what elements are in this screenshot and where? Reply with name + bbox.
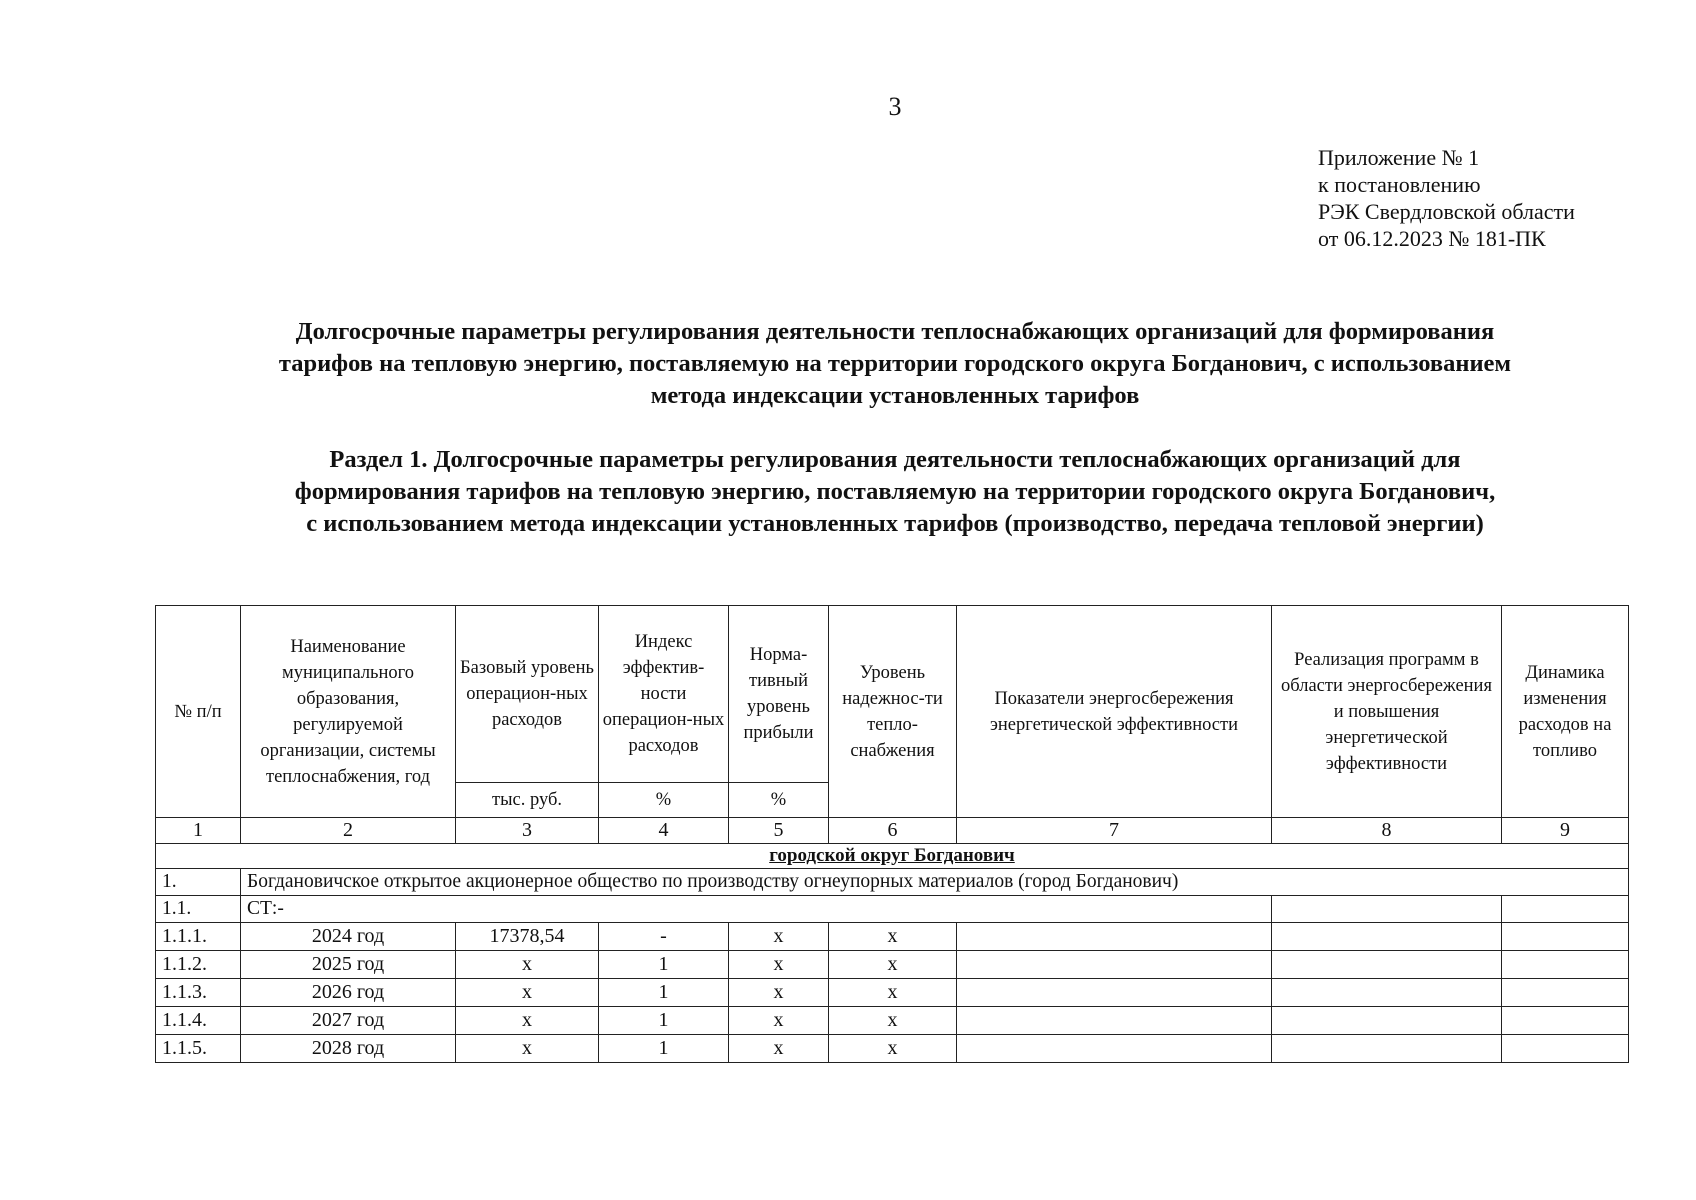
row-reliability: х — [829, 1035, 957, 1063]
column-number: 6 — [829, 818, 957, 844]
row-num: 1.1.5. — [156, 1035, 241, 1063]
row-year: 2026 год — [241, 979, 456, 1007]
system-name: СТ:- — [241, 896, 1272, 923]
title-line: метода индексации установленных тарифов — [650, 382, 1140, 409]
header-energy-indicators — [957, 606, 1272, 818]
row-base: х — [456, 951, 599, 979]
row-base: х — [456, 979, 599, 1007]
row-profit: х — [729, 923, 829, 951]
row-energy — [957, 1035, 1272, 1063]
row-fuel — [1502, 979, 1629, 1007]
header-base-text: Базовый уровень операцион-ных расходов — [460, 658, 594, 730]
section-title-line: с использованием метода индексации установленных тарифов (производство, передача тепловой энергии) — [306, 510, 1484, 537]
row-index: 1 — [599, 979, 729, 1007]
header-profit — [729, 606, 829, 783]
row-index: 1 — [599, 951, 729, 979]
parameters-table — [155, 605, 1629, 1063]
row-year: 2028 год — [241, 1035, 456, 1063]
row-programs — [1272, 1007, 1502, 1035]
row-fuel — [1502, 1035, 1629, 1063]
organization-num: 1. — [156, 869, 241, 896]
table-row — [156, 1035, 1629, 1063]
row-programs — [1272, 923, 1502, 951]
row-energy — [957, 951, 1272, 979]
system-num: 1.1. — [156, 896, 241, 923]
unit-index: % — [599, 783, 729, 818]
row-energy — [957, 979, 1272, 1007]
row-index: - — [599, 923, 729, 951]
row-programs — [1272, 979, 1502, 1007]
column-number: 1 — [156, 818, 241, 844]
row-index: 1 — [599, 1007, 729, 1035]
column-number: 2 — [241, 818, 456, 844]
table-row — [156, 979, 1629, 1007]
table-row — [156, 951, 1629, 979]
row-reliability: х — [829, 923, 957, 951]
row-profit: х — [729, 951, 829, 979]
title-line: Долгосрочные параметры регулирования деятельности теплоснабжающих организаций для формирования — [295, 318, 1495, 345]
unit-profit: % — [729, 783, 829, 818]
header-fuel-text: Динамика изменения расходов на топливо — [1518, 662, 1612, 761]
row-profit: х — [729, 979, 829, 1007]
column-number: 5 — [729, 818, 829, 844]
header-num — [156, 606, 241, 818]
row-programs — [1272, 951, 1502, 979]
appendix-reference — [1318, 144, 1575, 252]
column-number: 9 — [1502, 818, 1629, 844]
row-base: х — [456, 1007, 599, 1035]
row-fuel — [1502, 923, 1629, 951]
row-reliability: х — [829, 979, 957, 1007]
system-row — [156, 896, 1629, 923]
row-reliability: х — [829, 1007, 957, 1035]
row-index: 1 — [599, 1035, 729, 1063]
row-programs — [1272, 1035, 1502, 1063]
row-fuel — [1502, 1007, 1629, 1035]
document-title — [150, 316, 1640, 412]
section-title — [150, 444, 1640, 540]
header-energy-indicators-text: Показатели энергосбережения энергетической эффективности — [989, 688, 1239, 735]
region-row — [156, 844, 1629, 869]
page-number: 3 — [888, 92, 902, 121]
organization-name: Богдановичское открытое акционерное общество по производству огнеупорных материалов (город Богданович) — [241, 869, 1629, 896]
title-line: тарифов на тепловую энергию, поставляемую на территории городского округа Богданович, с использованием — [278, 350, 1512, 377]
row-num: 1.1.4. — [156, 1007, 241, 1035]
row-num: 1.1.3. — [156, 979, 241, 1007]
header-reliability — [829, 606, 957, 818]
row-profit: х — [729, 1007, 829, 1035]
row-reliability: х — [829, 951, 957, 979]
unit-base: тыс. руб. — [456, 783, 599, 818]
row-num: 1.1.2. — [156, 951, 241, 979]
header-index-text: Индекс эффектив-ности операцион-ных расходов — [602, 632, 725, 756]
header-index — [599, 606, 729, 783]
column-number: 4 — [599, 818, 729, 844]
row-energy — [957, 1007, 1272, 1035]
row-base: х — [456, 1035, 599, 1063]
row-profit: х — [729, 1035, 829, 1063]
row-fuel — [1502, 951, 1629, 979]
appendix-line: Приложение № 1 — [1318, 145, 1480, 170]
header-base — [456, 606, 599, 783]
appendix-line: от 06.12.2023 № 181-ПК — [1318, 226, 1546, 251]
organization-row — [156, 869, 1629, 896]
row-year: 2024 год — [241, 923, 456, 951]
row-year: 2027 год — [241, 1007, 456, 1035]
system-empty-cell — [1272, 896, 1502, 923]
header-fuel — [1502, 606, 1629, 818]
appendix-line: РЭК Свердловской области — [1318, 199, 1575, 224]
table-row — [156, 923, 1629, 951]
system-empty-cell — [1502, 896, 1629, 923]
header-reliability-text: Уровень надежнос-ти тепло-снабжения — [842, 662, 943, 761]
row-base: 17378,54 — [456, 923, 599, 951]
section-title-line: формирования тарифов на тепловую энергию, поставляемую на территории городского округа Богданович, — [294, 478, 1496, 505]
column-number: 7 — [957, 818, 1272, 844]
table-row — [156, 1007, 1629, 1035]
header-name — [241, 606, 456, 818]
header-profit-text: Норма-тивный уровень прибыли — [743, 645, 814, 743]
row-energy — [957, 923, 1272, 951]
section-title-line: Раздел 1. Долгосрочные параметры регулирования деятельности теплоснабжающих организаций для — [329, 446, 1461, 473]
row-num: 1.1.1. — [156, 923, 241, 951]
header-programs-text: Реализация программ в области энергосбережения и повышения энергетической эффективности — [1281, 649, 1492, 774]
column-number: 8 — [1272, 818, 1502, 844]
header-num-text: № п/п — [174, 701, 222, 722]
column-number: 3 — [456, 818, 599, 844]
column-numbers-row — [156, 818, 1629, 844]
region-name: городской округ Богданович — [156, 844, 1629, 869]
row-year: 2025 год — [241, 951, 456, 979]
header-name-text: Наименование муниципального образования, регулируемой организации, системы теплоснабжения, год — [260, 636, 436, 787]
appendix-line: к постановлению — [1318, 172, 1481, 197]
header-programs — [1272, 606, 1502, 818]
